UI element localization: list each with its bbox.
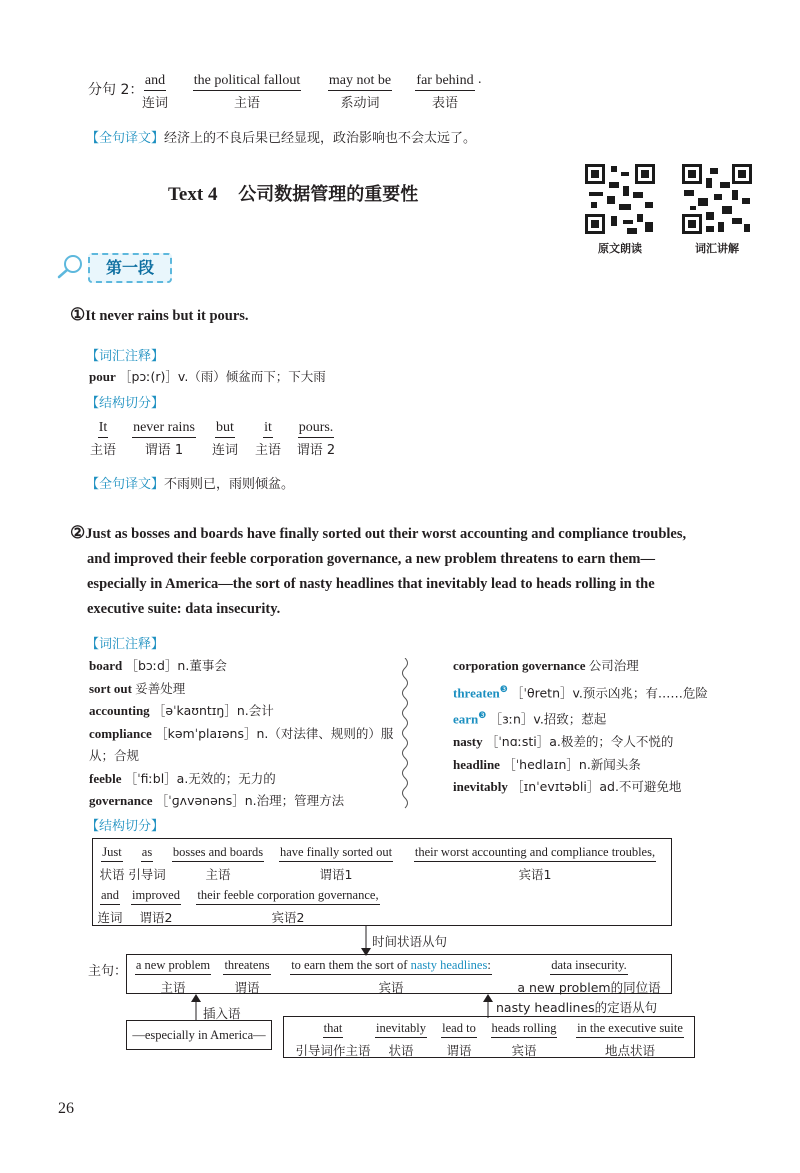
section-badge: [88, 253, 172, 283]
page-number: 26: [58, 1100, 74, 1117]
s1-vocab-tag: 【词汇注释】: [86, 349, 165, 364]
insertion-text: —especially in America—: [132, 1028, 266, 1042]
key-word-mark-icon: ❸: [478, 710, 487, 721]
s1-seg-never-rains: never rains 谓语 1: [133, 420, 195, 458]
vocab-entry: accounting ［əˈkaʊntɪŋ］n.会计: [89, 703, 274, 718]
insertion-box: [126, 1020, 272, 1050]
main-clause-prefix: 主句：: [88, 964, 128, 979]
seg-may-not-be: may not be 系动词: [328, 73, 392, 111]
rel-seg: inevitably 状语: [376, 1021, 426, 1058]
box1-seg: improved 谓语2: [132, 888, 180, 925]
sentence-2: [70, 520, 738, 622]
s1-translation: 【全句译文】不雨则已，雨则倾盆。: [86, 477, 295, 492]
time-clause-label: 时间状语从句: [372, 934, 448, 949]
section-label: 第一段: [105, 258, 154, 277]
main-seg-object: to earn them the sort of nasty headlines: 宾语: [291, 958, 491, 995]
sentence-2-line-1: ②Just as bosses and boards have finally sorted out their worst accounting and compliance troubles,: [70, 523, 687, 542]
key-word-mark-icon: ❸: [499, 683, 508, 694]
seg-far-behind: far behind 表语: [416, 73, 474, 111]
s1-seg-pours: pours. 谓语 2: [296, 420, 336, 458]
clause2-prefix: 分句 2：: [88, 82, 144, 98]
vocab-entry-cont: 从；合规: [89, 748, 140, 763]
sentence-2-line-3: especially in America—the sort of nasty headlines that inevitably lead to heads rolling in the: [87, 576, 655, 592]
qr-code-reading[interactable]: [583, 162, 657, 236]
vocab-entry: corporation governance 公司治理: [453, 658, 639, 673]
sentence-2-line-4: executive suite: data insecurity.: [87, 601, 281, 617]
box1-seg: their worst accounting and compliance troubles, 宾语1: [414, 845, 656, 882]
s2-vocab-left: [89, 655, 399, 813]
magnifier-icon: [56, 253, 86, 279]
vocab-entry: feeble ［ˈfiːbl］a.无效的；无力的: [89, 770, 276, 786]
attr-clause-label: nasty headlines的定语从句: [496, 1000, 658, 1015]
s1-seg-but: but 连词: [211, 420, 238, 458]
s1-seg-it: It 主语: [89, 420, 116, 458]
main-seg: threatens 谓语: [224, 958, 270, 995]
vocab-entry: earn$^❸$ ［ɜːn］v.招致；惹起: [453, 710, 607, 727]
box1-seg: have finally sorted out 谓语1: [279, 845, 393, 882]
vocab-entry: compliance ［kəmˈplaɪəns］n.（对法律、规则的）服: [89, 725, 394, 741]
arrow-down-icon: [360, 926, 372, 956]
vocab-entry: governance ［ˈɡʌvənəns］n.治理；管理方法: [89, 793, 345, 808]
s2-struct-tag: 【结构切分】: [86, 819, 165, 834]
box1-seg: their feeble corporation governance, 宾语2: [197, 888, 379, 925]
sentence-1: ①It never rains but it pours.: [70, 305, 249, 324]
box1-seg: bosses and boards 主语: [172, 845, 264, 882]
main-seg: a new problem 主语: [135, 958, 211, 995]
insert-label: 插入语: [203, 1006, 241, 1021]
box1-seg: as 引导词: [128, 845, 166, 882]
vocab-entry: inevitably ［ɪnˈevɪtəbli］ad.不可避免地: [453, 779, 682, 795]
qr-label-reading: 原文朗读: [598, 242, 642, 255]
box1-seg: Just 状语: [99, 845, 125, 882]
sentence-2-line-2: and improved their feeble corporation governance, a new problem threatens to earn them—: [87, 551, 655, 567]
vocab-entry: sort out 妥善处理: [89, 680, 186, 696]
rel-seg: heads rolling 宾语: [491, 1021, 557, 1058]
s1-vocab-entry: pour ［pɔː(r)］v.（雨）倾盆而下；下大雨: [89, 369, 326, 384]
arrow-up-icon: [482, 994, 494, 1018]
top-translation: 【全句译文】经济上的不良后果已经显现，政治影响也不会太远了。: [86, 131, 477, 146]
s2-vocab-right: [453, 655, 753, 799]
sentence-number: ①: [70, 305, 86, 324]
seg-political-fallout: the political fallout 主语: [193, 73, 301, 111]
s2-vocab-tag: 【词汇注释】: [86, 637, 165, 652]
rel-seg: that 引导词作主语: [295, 1021, 371, 1058]
s1-struct-tag: 【结构切分】: [86, 396, 165, 411]
rel-seg: in the executive suite 地点状语: [577, 1021, 683, 1058]
wavy-divider: [398, 658, 412, 810]
seg-and: and 连词: [141, 73, 168, 111]
translation-tag: 【全句译文】: [86, 131, 165, 146]
qr-code-vocab[interactable]: [680, 162, 754, 236]
s1-seg-it2: it 主语: [254, 420, 281, 458]
arrow-up-icon: [190, 994, 202, 1020]
vocab-entry: board ［bɔːd］n.董事会: [89, 658, 227, 673]
text-heading: Text 4 公司数据管理的重要性: [168, 184, 419, 205]
main-seg: data insecurity. a new problem的同位语: [517, 958, 661, 995]
qr-label-vocab: 词汇讲解: [695, 242, 739, 255]
vocab-entry: nasty ［ˈnɑːsti］a.极差的；令人不悦的: [453, 734, 674, 750]
vocab-entry: headline ［ˈhedlaɪn］n.新闻头条: [453, 756, 641, 772]
vocab-entry: threaten$^❸$ ［ˈθretn］v.预示凶兆；有……危险: [453, 683, 708, 700]
box1-seg: and 连词: [97, 888, 123, 925]
rel-seg: lead to 谓语: [442, 1021, 476, 1058]
clause2-period: .: [478, 72, 482, 87]
highlight-nasty-headlines: nasty headlines: [410, 958, 488, 972]
